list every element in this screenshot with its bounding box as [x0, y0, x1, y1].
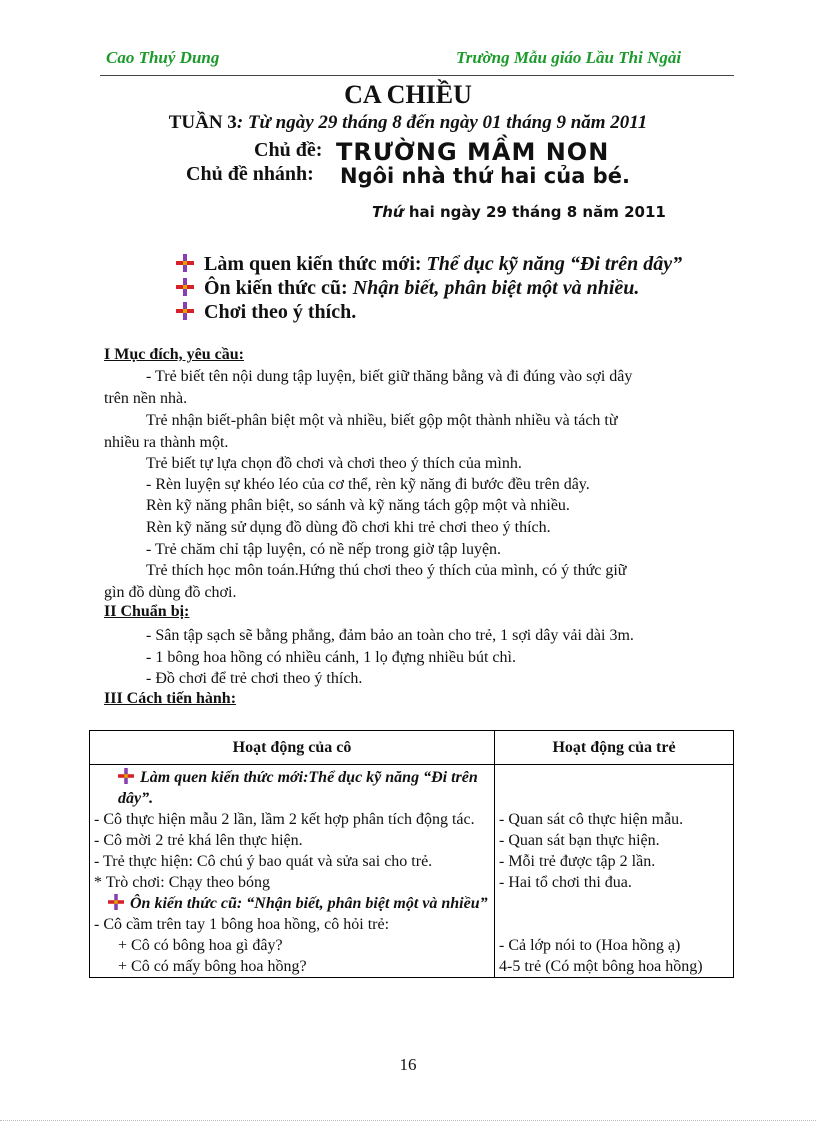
- table-cell-child: - Quan sát cô thực hiện mẫu.: [495, 809, 734, 830]
- paragraph-line: Trẻ nhận biết-phân biệt một và nhiều, biết gộp một thành nhiều và tách từ: [146, 412, 618, 429]
- plus-bullet-icon: [176, 302, 194, 320]
- paragraph-line: Trẻ thích học môn toán.Hứng thú chơi theo ý thích của mình, có ý thức giữ: [146, 562, 627, 579]
- table-cell-teacher: - Trẻ thực hiện: Cô chú ý bao quát và sửa sai cho trẻ.: [90, 851, 495, 872]
- table-row: [90, 809, 734, 830]
- section-heading-procedure: III Cách tiến hành:: [104, 690, 237, 707]
- header-divider: [100, 75, 734, 76]
- page-title: CA CHIỀU: [344, 80, 472, 109]
- table-row: [90, 830, 734, 851]
- activity-detail: Nhận biết, phân biệt một và nhiều.: [352, 277, 640, 299]
- table-cell-text: Làm quen kiến thức mới:Thể dục kỹ năng “Đi trên dây”.: [118, 769, 478, 807]
- table-cell-teacher: * Trò chơi: Chạy theo bóng: [90, 872, 495, 893]
- paragraph-line: nhiều ra thành một.: [104, 434, 229, 451]
- paragraph-line: - Trẻ biết tên nội dung tập luyện, biết giữ thăng bằng và đi đúng vào sợi dây: [146, 368, 633, 385]
- plus-bullet-icon: [108, 894, 124, 910]
- table-cell-teacher: [90, 765, 495, 810]
- table-row: [90, 872, 734, 893]
- table-cell-text: Ôn kiến thức cũ: “Nhận biết, phân biệt một và nhiều”: [130, 895, 488, 912]
- table-cell-child: 4-5 trẻ (Có một bông hoa hồng): [495, 956, 734, 978]
- table-cell-child: [495, 914, 734, 935]
- date-line: [372, 203, 666, 221]
- table-cell-teacher: - Cô mời 2 trẻ khá lên thực hiện.: [90, 830, 495, 851]
- header-author: Cao Thuý Dung: [106, 48, 220, 67]
- subtopic-value: Ngôi nhà thứ hai của bé.: [340, 164, 630, 188]
- table-cell-child: - Cả lớp nói to (Hoa hồng ạ): [495, 935, 734, 956]
- paragraph-line: - 1 bông hoa hồng có nhiều cánh, 1 lọ đựng nhiều bút chì.: [146, 649, 516, 666]
- plus-bullet-icon: [118, 768, 134, 784]
- paragraph-line: Rèn kỹ năng phân biệt, so sánh và kỹ năng tách gộp một và nhiều.: [146, 497, 570, 514]
- paragraph-line: gìn đồ dùng đồ chơi.: [104, 584, 237, 601]
- header-school: Trường Mẫu giáo Lầu Thi Ngài: [456, 48, 682, 67]
- plus-bullet-icon: [176, 254, 194, 272]
- paragraph-line: Trẻ biết tự lựa chọn đồ chơi và chơi theo ý thích của mình.: [146, 455, 522, 472]
- topic-label: Chủ đề:: [254, 139, 323, 161]
- table-row: [90, 914, 734, 935]
- section-heading-purpose: I Mục đích, yêu cầu:: [104, 346, 244, 363]
- table-cell-child: - Quan sát bạn thực hiện.: [495, 830, 734, 851]
- activity-prefix: Chơi theo ý thích.: [204, 301, 357, 323]
- section-heading-preparation: II Chuẩn bị:: [104, 603, 190, 620]
- date-weekday: Thứ: [372, 203, 404, 221]
- activity-item: [176, 277, 639, 300]
- table-header-row: [90, 731, 734, 765]
- topic-value: TRƯỜNG MẦM NON: [336, 138, 610, 166]
- activity-table: [89, 730, 734, 978]
- activity-prefix: Ôn kiến thức cũ:: [204, 277, 353, 299]
- paragraph-line: - Trẻ chăm chỉ tập luyện, có nề nếp trong giờ tập luyện.: [146, 541, 502, 558]
- table-cell-child: - Mỗi trẻ được tập 2 lần.: [495, 851, 734, 872]
- table-row: [90, 851, 734, 872]
- paragraph-line: Rèn kỹ năng sử dụng đồ dùng đồ chơi khi trẻ chơi theo ý thích.: [146, 519, 551, 536]
- week-label: TUẦN 3: [168, 112, 237, 133]
- table-cell-child: - Hai tổ chơi thi đua.: [495, 872, 734, 893]
- paragraph-line: - Rèn luyện sự khéo léo của cơ thể, rèn kỹ năng đi bước đều trên dây.: [146, 476, 590, 493]
- table-cell-teacher: [90, 893, 495, 914]
- activity-detail: Thể dục kỹ năng “Đi trên dây”: [426, 253, 683, 275]
- table-row: [90, 935, 734, 956]
- table-cell-teacher: - Cô cầm trên tay 1 bông hoa hồng, cô hỏi trẻ:: [90, 914, 495, 935]
- paragraph-line: trên nền nhà.: [104, 390, 188, 407]
- plus-bullet-icon: [176, 278, 194, 296]
- activity-prefix: Làm quen kiến thức mới:: [204, 253, 427, 275]
- page-bottom-divider: [0, 1120, 816, 1121]
- table-cell-teacher: + Cô có bông hoa gì đây?: [90, 935, 495, 956]
- date-rest: hai ngày 29 tháng 8 năm 2011: [403, 203, 666, 221]
- table-header-child: Hoạt động của trẻ: [495, 731, 734, 765]
- subtopic-label: Chủ đề nhánh:: [186, 163, 314, 185]
- table-cell-child: [495, 765, 734, 810]
- table-row: [90, 893, 734, 914]
- activity-item: [176, 301, 356, 324]
- table-row: [90, 956, 734, 978]
- page-number: 16: [399, 1055, 417, 1074]
- week-range: : Từ ngày 29 tháng 8 đến ngày 01 tháng 9 năm 2011: [236, 112, 648, 133]
- paragraph-line: - Đồ chơi để trẻ chơi theo ý thích.: [146, 670, 363, 687]
- table-cell-child: [495, 893, 734, 914]
- table-header-teacher: Hoạt động của cô: [90, 731, 495, 765]
- table-cell-teacher: + Cô có mấy bông hoa hồng?: [90, 956, 495, 978]
- activity-item: [176, 253, 682, 276]
- paragraph-line: - Sân tập sạch sẽ bằng phẳng, đảm bảo an toàn cho trẻ, 1 sợi dây vải dài 3m.: [146, 627, 634, 644]
- table-row: [90, 765, 734, 810]
- week-line: [0, 112, 816, 134]
- table-cell-teacher: - Cô thực hiện mẫu 2 lần, lầm 2 kết hợp phân tích động tác.: [90, 809, 495, 830]
